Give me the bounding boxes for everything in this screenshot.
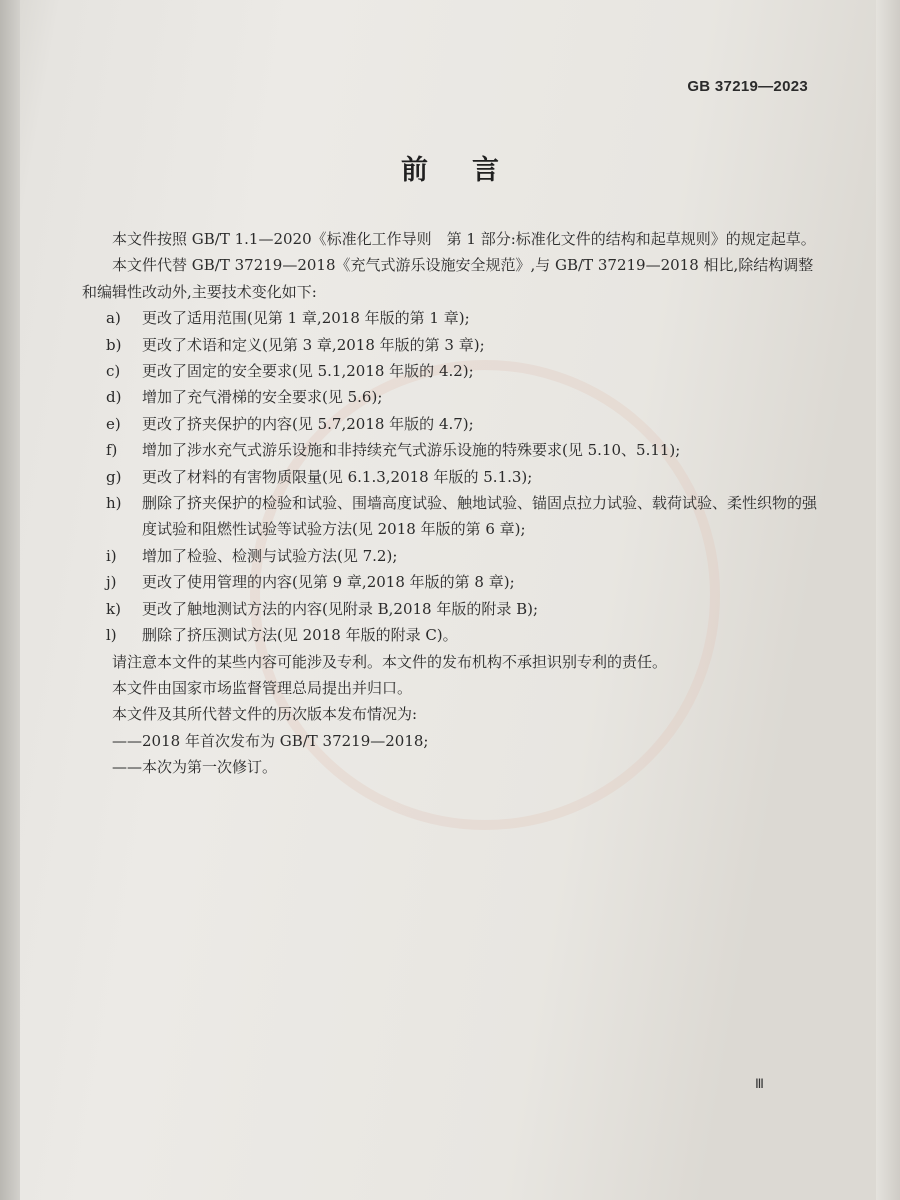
list-item-mark: a) <box>106 309 121 328</box>
list-item-text: 增加了充气滑梯的安全要求(见 5.6); <box>142 388 383 407</box>
list-item <box>82 437 822 463</box>
history-item: ——本次为第一次修订。 <box>112 758 278 777</box>
list-item-text: 更改了使用管理的内容(见第 9 章,2018 年版的第 8 章); <box>142 573 515 592</box>
foreword-body <box>82 226 822 781</box>
list-item-text: 增加了涉水充气式游乐设施和非持续充气式游乐设施的特殊要求(见 5.10、5.11); <box>142 441 681 460</box>
list-item-mark: d) <box>106 388 122 407</box>
paragraph-drafting-rules: 本文件按照 GB/T 1.1—2020《标准化工作导则 第 1 部分:标准化文件的结构和起草规则》的规定起草。 <box>112 230 816 248</box>
page-number: Ⅲ <box>755 1076 764 1091</box>
list-item-mark: f) <box>106 441 118 460</box>
list-item <box>82 332 822 358</box>
list-item <box>82 411 822 437</box>
history-item: ——2018 年首次发布为 GB/T 37219—2018; <box>112 731 429 750</box>
list-item-text: 更改了材料的有害物质限量(见 6.1.3,2018 年版的 5.1.3); <box>142 467 533 486</box>
list-item-mark: h) <box>106 494 122 513</box>
list-item-mark: c) <box>106 362 121 381</box>
list-item-mark: b) <box>106 335 122 354</box>
paragraph-patent-notice: 请注意本文件的某些内容可能涉及专利。本文件的发布机构不承担识别专利的责任。 <box>112 652 668 671</box>
list-item-mark: j) <box>106 573 117 592</box>
list-item <box>82 384 822 410</box>
changes-list <box>82 305 822 648</box>
list-item <box>82 464 822 490</box>
list-item-mark: e) <box>106 414 121 433</box>
list-item-mark: i) <box>106 546 117 565</box>
paragraph-history-intro: 本文件及其所代替文件的历次版本发布情况为: <box>112 705 418 724</box>
standard-number: GB 37219—2023 <box>687 78 808 95</box>
page-title: 前言 <box>401 155 543 186</box>
list-item-text: 删除了挤夹保护的检验和试验、围墙高度试验、触地试验、锚固点拉力试验、载荷试验、柔性织物的强度试验和阻燃性试验等试验方法(见 2018 年版的第 6 章); <box>142 494 818 539</box>
list-item-text: 更改了固定的安全要求(见 5.1,2018 年版的 4.2); <box>142 362 474 381</box>
list-item-text: 删除了挤压测试方法(见 2018 年版的附录 C)。 <box>142 626 458 645</box>
list-item-text: 更改了挤夹保护的内容(见 5.7,2018 年版的 4.7); <box>142 414 474 433</box>
list-item-mark: l) <box>106 626 117 645</box>
list-item <box>82 358 822 384</box>
list-item-text: 更改了适用范围(见第 1 章,2018 年版的第 1 章); <box>142 309 470 328</box>
list-item <box>82 622 822 648</box>
paragraph-replacement: 本文件代替 GB/T 37219—2018《充气式游乐设施安全规范》,与 GB/T 37219—2018 相比,除结构调整和编辑性改动外,主要技术变化如下: <box>82 256 814 301</box>
list-item-text: 增加了检验、检测与试验方法(见 7.2); <box>142 546 398 565</box>
list-item <box>82 543 822 569</box>
list-item-mark: k) <box>106 599 121 618</box>
list-item-text: 更改了触地测试方法的内容(见附录 B,2018 年版的附录 B); <box>142 599 539 618</box>
paragraph-proposer: 本文件由国家市场监督管理总局提出并归口。 <box>112 678 413 697</box>
list-item-mark: g) <box>106 467 122 486</box>
list-item-text: 更改了术语和定义(见第 3 章,2018 年版的第 3 章); <box>142 335 485 354</box>
list-item <box>82 596 822 622</box>
list-item <box>82 305 822 331</box>
list-item <box>82 569 822 595</box>
list-item <box>82 490 822 543</box>
